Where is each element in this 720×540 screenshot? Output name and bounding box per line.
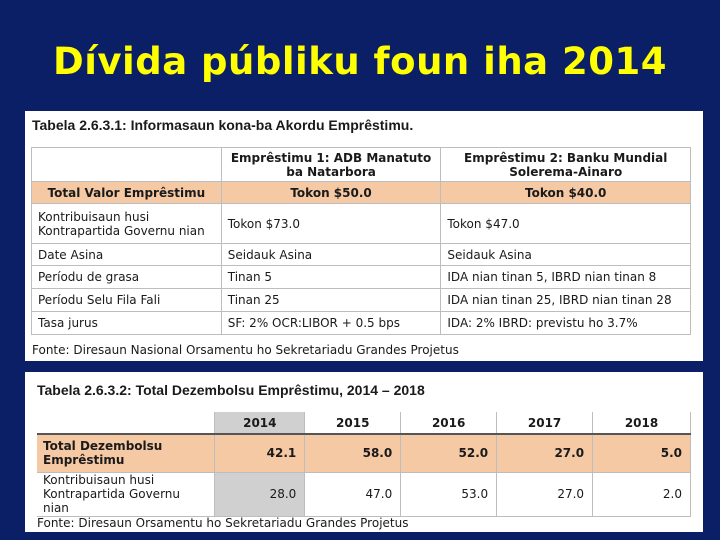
table2-cell: 27.0 xyxy=(497,434,593,472)
table1-row-label: Tasa jurus xyxy=(32,312,222,335)
table1-row xyxy=(32,244,691,266)
table1-row-label: Períodu Selu Fila Fali xyxy=(32,289,222,312)
table1-row-label: Kontribuisaun husi Kontrapartida Governu nian xyxy=(32,204,222,244)
table1-row xyxy=(32,266,691,289)
table2-cell: 58.0 xyxy=(305,434,401,472)
disbursement-table xyxy=(37,412,691,517)
table1-corner-cell xyxy=(32,148,222,182)
loan-info-table xyxy=(31,147,691,335)
table1-cell: IDA nian tinan 5, IBRD nian tinan 8 xyxy=(441,266,691,289)
table2-cell: 5.0 xyxy=(593,434,691,472)
loan-info-panel xyxy=(25,111,703,361)
table2-cell: 28.0 xyxy=(215,472,305,516)
table2-cell: 47.0 xyxy=(305,472,401,516)
table1-row-label: Date Asina xyxy=(32,244,222,266)
table1-row xyxy=(32,312,691,335)
slide-title: Dívida públiku foun iha 2014 xyxy=(53,40,667,83)
table2-year-header: 2017 xyxy=(497,412,593,434)
table1-col-header: Emprêstimu 1: ADB Manatuto ba Natarbora xyxy=(221,148,441,182)
table1-row xyxy=(32,289,691,312)
table1-cell: Tokon $50.0 xyxy=(221,182,441,204)
table2-row-label: Total Dezembolsu Emprêstimu xyxy=(37,434,215,472)
table1-cell: Seidauk Asina xyxy=(221,244,441,266)
table1-row-label: Total Valor Emprêstimu xyxy=(32,182,222,204)
table2-year-header: 2016 xyxy=(401,412,497,434)
table2-cell: 27.0 xyxy=(497,472,593,516)
table2-year-header: 2014 xyxy=(215,412,305,434)
table2-row xyxy=(37,472,691,516)
table1-cell: IDA: 2% IBRD: previstu ho 3.7% xyxy=(441,312,691,335)
table2-source: Fonte: Diresaun Orsamentu ho Sekretariadu Grandes Projetus xyxy=(37,516,409,530)
table2-year-header: 2015 xyxy=(305,412,401,434)
table1-cell: Tinan 5 xyxy=(221,266,441,289)
table1-row-label: Períodu de grasa xyxy=(32,266,222,289)
table2-corner-cell xyxy=(37,412,215,434)
table1-cell: IDA nian tinan 25, IBRD nian tinan 28 xyxy=(441,289,691,312)
table1-cell: Seidauk Asina xyxy=(441,244,691,266)
table1-cell: Tokon $40.0 xyxy=(441,182,691,204)
disbursement-panel xyxy=(25,372,703,532)
table1-cell: Tokon $47.0 xyxy=(441,204,691,244)
table1-title: Tabela 2.6.3.1: Informasaun kona-ba Akordu Emprêstimu. xyxy=(32,117,414,133)
table1-col-header: Emprêstimu 2: Banku Mundial Solerema-Ainaro xyxy=(441,148,691,182)
table2-cell: 52.0 xyxy=(401,434,497,472)
table2-cell: 2.0 xyxy=(593,472,691,516)
table2-cell: 53.0 xyxy=(401,472,497,516)
table1-cell: Tokon $73.0 xyxy=(221,204,441,244)
table1-total-row xyxy=(32,182,691,204)
table2-row xyxy=(37,434,691,472)
table2-title: Tabela 2.6.3.2: Total Dezembolsu Emprêstimu, 2014 – 2018 xyxy=(37,382,425,398)
table1-source: Fonte: Diresaun Nasional Orsamentu ho Sekretariadu Grandes Projetus xyxy=(32,343,459,357)
table1-cell: Tinan 25 xyxy=(221,289,441,312)
table2-cell: 42.1 xyxy=(215,434,305,472)
table1-row xyxy=(32,204,691,244)
table2-row-label: Kontribuisaun husi Kontrapartida Governu nian xyxy=(37,472,215,516)
table1-cell: SF: 2% OCR:LIBOR + 0.5 bps xyxy=(221,312,441,335)
table2-year-header: 2018 xyxy=(593,412,691,434)
table1-header-row xyxy=(32,148,691,182)
table2-header-row xyxy=(37,412,691,434)
